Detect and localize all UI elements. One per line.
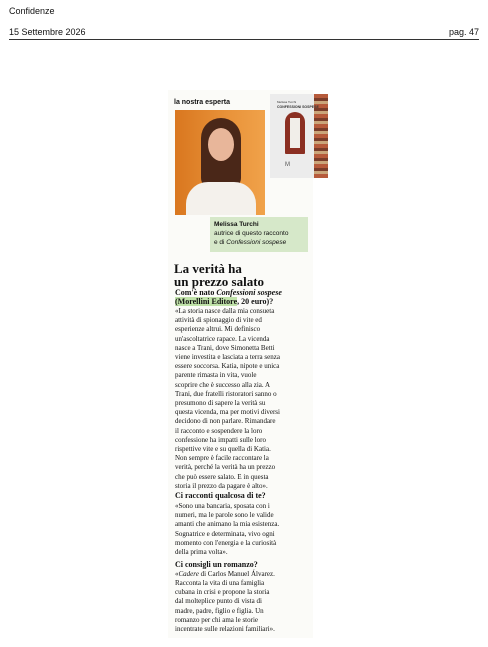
answer-line: un'ascoltatrice rapace. La vicenda [175,334,270,343]
publication-date: 15 Settembre 2026 [9,27,86,37]
answer-line: questa vicenda, ma per motivi diversi [175,408,280,417]
caption-author-name: Melissa Turchi [214,221,259,228]
header-rule [9,39,479,40]
author-shirt [186,182,256,215]
book-cover-image [270,94,328,178]
answer-line: rispettive vite e su quella di Katia. [175,445,271,453]
answer-line: confessione ha impatti sulle loro [175,435,266,444]
question-1: Com'è nato Confessioni sospese [175,288,282,297]
answer-line: esperienze altrui. Mi definisco [175,325,261,334]
answer-line: «La storia nasce dalla mia consueta [175,307,275,315]
answer-line: viene investita e lasciata a terra senza [175,353,280,361]
answer-line: Trani, due fratelli ristoratori sanno o [175,389,277,398]
answer-line: attività di spionaggio di vite ed [175,316,262,325]
answer-line: numeri, ma le parole sono le valide [175,511,274,520]
article-title-line-1: La verità ha [174,261,242,276]
answer-line: amanti che animano la mia esistenza. [175,520,280,529]
answer-line: scoprire che è successo alla zia. A [175,380,271,389]
question-1-line-2: (Morellini Editore, 20 euro)? [175,297,274,306]
question-3: Ci consigli un romanzo? [175,560,258,569]
answer-line: decidono di non parlare. Rimandare [175,417,276,426]
answer-line: verità, perché la verità ha un prezzo [175,463,276,472]
answer-line: storia il prezzo da pagare è alto». [175,481,268,490]
answer-line: momento con l'energia e la curiosità [175,538,277,547]
answer-line: nasce a Trani, dove Simonetta Betti [175,343,275,352]
answer-line: Racconta la vita di una famiglia [175,579,265,587]
answer-line: che può essere salato. E in questa [175,472,269,481]
answer-line: della prima volta». [175,548,228,556]
answer-line: romanzo per chi ama le storie [175,615,258,624]
answer-line: parente rimasta in vita, vuole [175,371,257,380]
author-photo [175,110,265,215]
answer-line: Non sempre è facile raccontare la [175,454,269,463]
article-title-line-2: un prezzo salato [174,274,265,289]
section-label: la nostra esperta [174,99,231,106]
answer-line: presumono di sapere la verità su [175,399,266,407]
answer-3-line: «Cadere di Carlos Manuel Álvarez. [175,570,275,578]
answer-line: «Sono una bancaria, sposata con i [175,502,270,510]
page-number: pag. 47 [448,27,479,37]
answer-line: il racconto e sospendere la loro [175,426,263,435]
answer-line: cubana in crisi e propone la storia [175,588,270,597]
book-cover-title: CONFESSIONI SOSPESE [277,105,319,109]
book-cover-author: Melissa Turchi [277,100,297,104]
answer-line: madre, padre, figlio e figlia. Un [175,606,264,615]
caption-line-3: e di Confessioni sospese [214,239,287,246]
publication-name: Confidenze [9,6,55,16]
cloth-illustration [290,118,300,148]
question-2: Ci racconti qualcosa di te? [175,491,266,500]
publisher-logo: M [285,162,290,168]
caption-line-2: autrice di questo racconto [214,230,289,237]
answer-line: dal molteplice punto di vista di [175,597,262,606]
answer-line: essere soccorsa. Katia, nipote e unica [175,362,280,371]
answer-line: incentrate sulle relazioni familiari». [175,625,275,633]
answer-line: Sognatrice e determinata, vivo ogni [175,529,275,538]
author-face [208,128,234,161]
